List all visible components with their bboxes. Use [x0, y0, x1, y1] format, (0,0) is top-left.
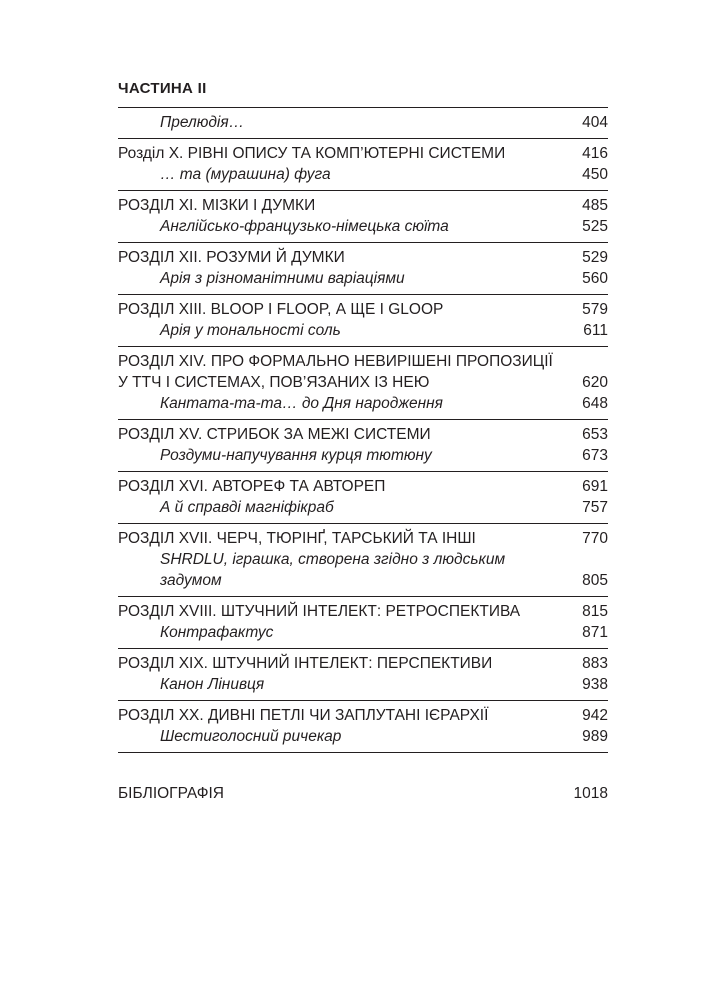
entry-page: 673	[582, 447, 608, 464]
entry-page: 560	[582, 270, 608, 287]
toc-chapter-row	[118, 653, 608, 674]
chapter-entry	[118, 420, 608, 472]
chapter-entry	[118, 295, 608, 347]
entry-page: 938	[582, 676, 608, 693]
entry-title: РОЗДІЛ XI. МІЗКИ І ДУМКИ	[118, 197, 316, 214]
entry-title: Арія з різноманітними варіаціями	[160, 270, 405, 287]
entry-title: РОЗДІЛ XV. СТРИБОК ЗА МЕЖІ СИСТЕМИ	[118, 426, 431, 443]
entry-page: 450	[582, 166, 608, 183]
chapter-entry	[118, 649, 608, 701]
entry-page: 1018	[573, 785, 608, 802]
entry-page: 815	[582, 603, 608, 620]
entry-title: РОЗДІЛ XIV. ПРО ФОРМАЛЬНО НЕВИРІШЕНІ ПРОПОЗИЦІЇ У ТТЧ І СИСТЕМАХ, ПОВ’ЯЗАНИХ ІЗ НЕЮ	[118, 353, 553, 391]
toc-chapter-row	[118, 476, 608, 497]
toc-sub-row	[118, 164, 608, 185]
entry-title: РОЗДІЛ XVI. АВТОРЕФ ТА АВТОРЕП	[118, 478, 386, 495]
entry-title: SHRDLU, іграшка, створена згідно з людським задумом	[160, 551, 506, 589]
chapter-entry	[118, 472, 608, 524]
entry-title: Арія у тональності соль	[160, 322, 341, 339]
toc-chapter-row	[118, 195, 608, 216]
bibliography-entry	[118, 783, 608, 804]
entry-title: РОЗДІЛ XVII. ЧЕРЧ, ТЮРІНҐ, ТАРСЬКИЙ ТА ІНШІ	[118, 530, 476, 547]
entry-page: 653	[582, 426, 608, 443]
entry-title: Контрафактус	[160, 624, 274, 641]
entry-page: 648	[582, 395, 608, 412]
toc-sub-row	[118, 445, 608, 466]
toc-sub-row	[118, 393, 608, 414]
entry-title: БІБЛІОГРАФІЯ	[118, 785, 224, 802]
toc-sub-row	[118, 622, 608, 643]
entry-page: 485	[582, 197, 608, 214]
entry-page: 883	[582, 655, 608, 672]
entry-title: Прелюдія…	[160, 114, 245, 131]
toc-sub-row	[118, 112, 608, 133]
toc-chapter-row	[118, 528, 608, 549]
entry-title: Роздуми-напучування курця тютюну	[160, 447, 432, 464]
entry-page: 525	[582, 218, 608, 235]
toc-chapter-row	[118, 299, 608, 320]
entry-page: 620	[582, 374, 608, 391]
entry-page: 805	[582, 572, 608, 589]
part-title: ЧАСТИНА II	[118, 80, 207, 97]
entry-page: 871	[582, 624, 608, 641]
entry-page: 611	[583, 322, 608, 339]
toc-sub-row	[118, 726, 608, 747]
prelude-entry	[118, 107, 608, 139]
entry-page: 404	[582, 114, 608, 131]
entry-page: 416	[582, 145, 608, 162]
entry-page: 529	[582, 249, 608, 266]
toc-sub-row	[118, 674, 608, 695]
table-of-contents	[118, 80, 608, 804]
toc-sub-row	[118, 268, 608, 289]
chapter-entry	[118, 139, 608, 191]
entry-title: … та (мурашина) фуга	[160, 166, 331, 183]
toc-sub-row	[118, 497, 608, 518]
entry-title: РОЗДІЛ XIII. BLOOP І FLOOP, А ЩЕ І GLOOP	[118, 301, 444, 318]
entry-title: Канон Лінивця	[160, 676, 265, 693]
entry-title: РОЗДІЛ XII. РОЗУМИ Й ДУМКИ	[118, 249, 345, 266]
entry-title: РОЗДІЛ XVIII. ШТУЧНИЙ ІНТЕЛЕКТ: РЕТРОСПЕКТИВА	[118, 603, 521, 620]
chapter-entry	[118, 347, 608, 420]
entry-page: 770	[582, 530, 608, 547]
entry-title: А й справді магніфікраб	[160, 499, 334, 516]
entry-title: Кантата-та-та… до Дня народження	[160, 395, 443, 412]
entry-page: 942	[582, 707, 608, 724]
chapter-entry	[118, 243, 608, 295]
chapter-entry	[118, 701, 608, 753]
toc-chapter-row	[118, 601, 608, 622]
toc-chapter-row	[118, 351, 608, 393]
toc-sub-row	[118, 549, 608, 591]
entry-page: 989	[582, 728, 608, 745]
entry-title: Шестиголосний ричекар	[160, 728, 342, 745]
entry-page: 579	[582, 301, 608, 318]
toc-chapter-row	[118, 424, 608, 445]
toc-chapter-row	[118, 705, 608, 726]
toc-sub-row	[118, 320, 608, 341]
chapter-list	[118, 139, 608, 753]
entry-title: Англійсько-французько-німецька сюїта	[160, 218, 449, 235]
chapter-entry	[118, 191, 608, 243]
entry-page: 757	[582, 499, 608, 516]
toc-sub-row	[118, 216, 608, 237]
chapter-entry	[118, 597, 608, 649]
toc-chapter-row	[118, 247, 608, 268]
entry-title: РОЗДІЛ XIX. ШТУЧНИЙ ІНТЕЛЕКТ: ПЕРСПЕКТИВИ	[118, 655, 493, 672]
entry-page: 691	[582, 478, 608, 495]
entry-title: РОЗДІЛ XX. ДИВНІ ПЕТЛІ ЧИ ЗАПЛУТАНІ ІЄРАРХІЇ	[118, 707, 489, 724]
entry-title: Розділ X. РІВНІ ОПИСУ ТА КОМП’ЮТЕРНІ СИСТЕМИ	[118, 145, 506, 162]
toc-chapter-row	[118, 143, 608, 164]
chapter-entry	[118, 524, 608, 597]
